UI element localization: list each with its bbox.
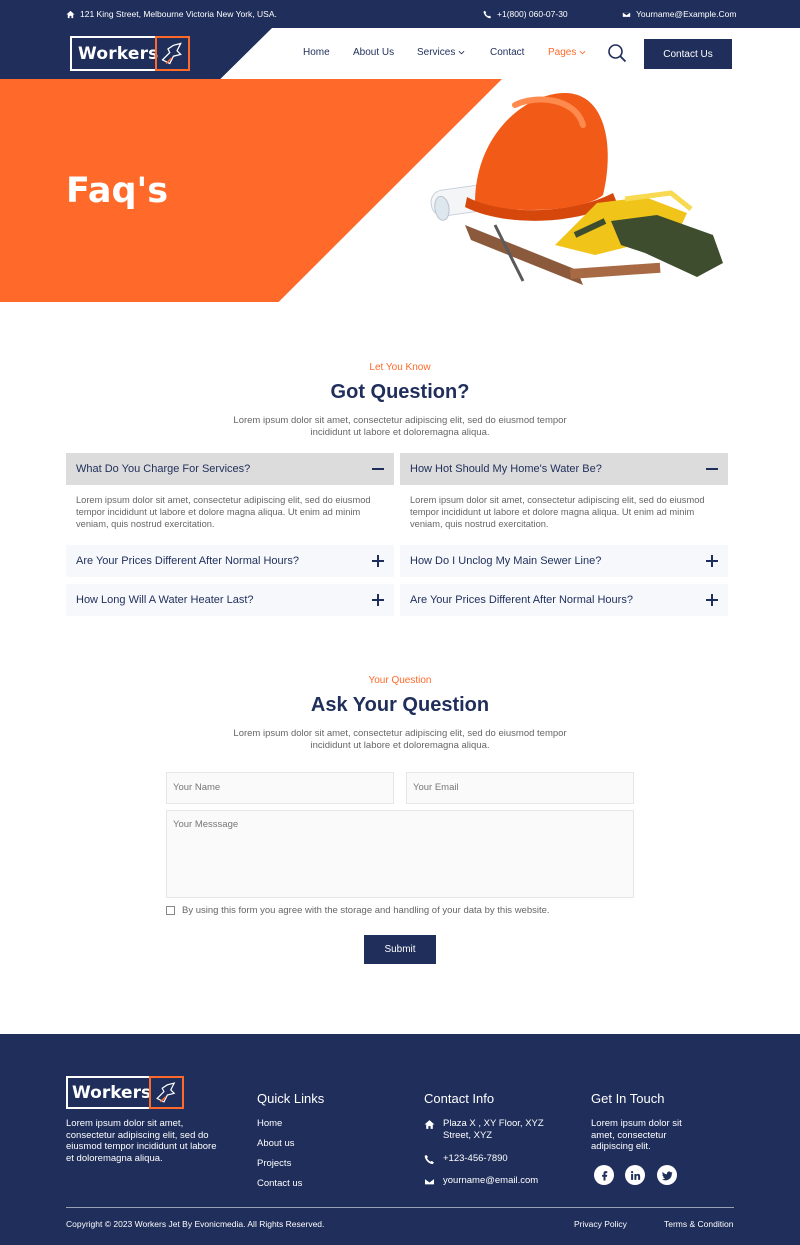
plus-icon xyxy=(706,555,718,567)
facebook-icon xyxy=(599,1170,610,1181)
main-header xyxy=(0,28,800,79)
search-button[interactable] xyxy=(607,43,627,63)
page-title: Faq's xyxy=(66,171,169,211)
page-hero xyxy=(0,79,800,302)
message-textarea[interactable]: Your Messsage xyxy=(166,810,634,898)
consent-checkbox[interactable] xyxy=(166,906,175,915)
site-logo[interactable]: Workers xyxy=(70,36,190,71)
nav-contact[interactable]: Contact xyxy=(490,47,525,58)
faq-answer-2: Lorem ipsum dolor sit amet, consectetur adipiscing elit, sed do eiusmod tempor incididunt ut labore et dolore magna aliqua. Ut enim ad minim veniam, quis nostrud exercitation. xyxy=(410,495,705,529)
chevron-down-icon xyxy=(579,49,586,56)
nav-pages[interactable]: Pages xyxy=(548,47,586,58)
phone-icon xyxy=(483,10,492,19)
ask-title: Ask Your Question xyxy=(310,694,490,716)
faq-question-3[interactable]: Are Your Prices Different After Normal Hours? xyxy=(66,545,394,577)
home-icon xyxy=(66,10,75,19)
copyright: Copyright © 2023 Workers Jet By Evonicmedia. All Rights Reserved. xyxy=(66,1219,325,1229)
footer-logo[interactable]: Workers xyxy=(66,1076,184,1109)
nav-services[interactable]: Services xyxy=(417,47,465,58)
nav-home[interactable]: Home xyxy=(303,47,330,58)
quick-links-title: Quick Links xyxy=(257,1091,325,1106)
twitter-link[interactable] xyxy=(657,1165,677,1185)
minus-icon xyxy=(706,463,718,475)
submit-button[interactable]: Submit xyxy=(364,935,436,964)
construction-tools-image xyxy=(425,85,735,295)
get-in-touch-title: Get In Touch xyxy=(591,1091,665,1106)
email-input[interactable]: Your Email xyxy=(406,772,634,804)
search-icon xyxy=(607,43,627,63)
chevron-down-icon xyxy=(458,49,465,56)
envelope-icon xyxy=(424,1176,435,1187)
footer-address: Plaza X , XY Floor, XYZ Street, XYZ xyxy=(424,1118,554,1141)
contact-info-title: Contact Info xyxy=(424,1091,495,1106)
consent-row: By using this form you agree with the storage and handling of your data by this website. xyxy=(166,905,550,916)
topbar-phone[interactable]: +1(800) 060-07-30 xyxy=(483,9,568,19)
nav-about-us[interactable]: About Us xyxy=(353,47,395,58)
name-input[interactable]: Your Name xyxy=(166,772,394,804)
plus-icon xyxy=(372,555,384,567)
faq-answer-1: Lorem ipsum dolor sit amet, consectetur adipiscing elit, sed do eiusmod tempor incididunt ut labore et dolore magna aliqua. Ut enim ad minim veniam, quis nostrud exercitation. xyxy=(76,495,371,529)
site-footer xyxy=(0,1034,800,1245)
faq-eyebrow: Let You Know xyxy=(369,362,431,373)
phone-icon xyxy=(424,1154,435,1165)
logo-mark-icon xyxy=(149,1076,184,1109)
topbar-address: 121 King Street, Melbourne Victoria New York, USA. xyxy=(66,9,277,19)
logo-mark-icon xyxy=(155,36,190,71)
ask-eyebrow: Your Question xyxy=(368,675,432,686)
faq-title: Got Question? xyxy=(330,381,470,403)
footer-link-contact[interactable]: Contact us xyxy=(257,1178,303,1189)
ask-description: Lorem ipsum dolor sit amet, consectetur adipiscing elit, sed do eiusmod tempor incididunt ut labore et doloremagna aliqua. xyxy=(233,728,567,751)
footer-phone[interactable]: +123-456-7890 xyxy=(424,1153,508,1165)
privacy-policy-link[interactable]: Privacy Policy xyxy=(574,1219,627,1229)
top-bar xyxy=(0,0,800,28)
faq-question-6[interactable]: Are Your Prices Different After Normal Hours? xyxy=(400,584,728,616)
footer-link-projects[interactable]: Projects xyxy=(257,1158,292,1169)
facebook-link[interactable] xyxy=(594,1165,614,1185)
plus-icon xyxy=(706,594,718,606)
contact-us-button[interactable]: Contact Us xyxy=(644,39,732,69)
footer-link-home[interactable]: Home xyxy=(257,1118,283,1129)
terms-link[interactable]: Terms & Condition xyxy=(664,1219,734,1229)
plus-icon xyxy=(372,594,384,606)
faq-question-4[interactable]: How Do I Unclog My Main Sewer Line? xyxy=(400,545,728,577)
footer-about: Lorem ipsum dolor sit amet, consectetur adipiscing elit, sed do eiusmod tempor incididunt ut labore et doloremagna aliqua. xyxy=(66,1118,217,1164)
linkedin-icon xyxy=(630,1170,641,1181)
linkedin-link[interactable] xyxy=(625,1165,645,1185)
footer-touch-text: Lorem ipsum dolor sit amet, consectetur adipiscing elit. xyxy=(591,1118,682,1152)
faq-question-1[interactable]: What Do You Charge For Services? xyxy=(66,453,394,485)
footer-email[interactable]: yourname@email.com xyxy=(424,1175,538,1187)
faq-question-5[interactable]: How Long Will A Water Heater Last? xyxy=(66,584,394,616)
envelope-icon xyxy=(622,10,631,19)
twitter-icon xyxy=(662,1170,673,1181)
minus-icon xyxy=(372,463,384,475)
faq-description: Lorem ipsum dolor sit amet, consectetur adipiscing elit, sed do eiusmod tempor incididunt ut labore et doloremagna aliqua. xyxy=(233,415,567,438)
home-icon xyxy=(424,1119,435,1130)
faq-question-2[interactable]: How Hot Should My Home's Water Be? xyxy=(400,453,728,485)
footer-link-about[interactable]: About us xyxy=(257,1138,295,1149)
topbar-email[interactable]: Yourname@Example.Com xyxy=(622,9,736,19)
